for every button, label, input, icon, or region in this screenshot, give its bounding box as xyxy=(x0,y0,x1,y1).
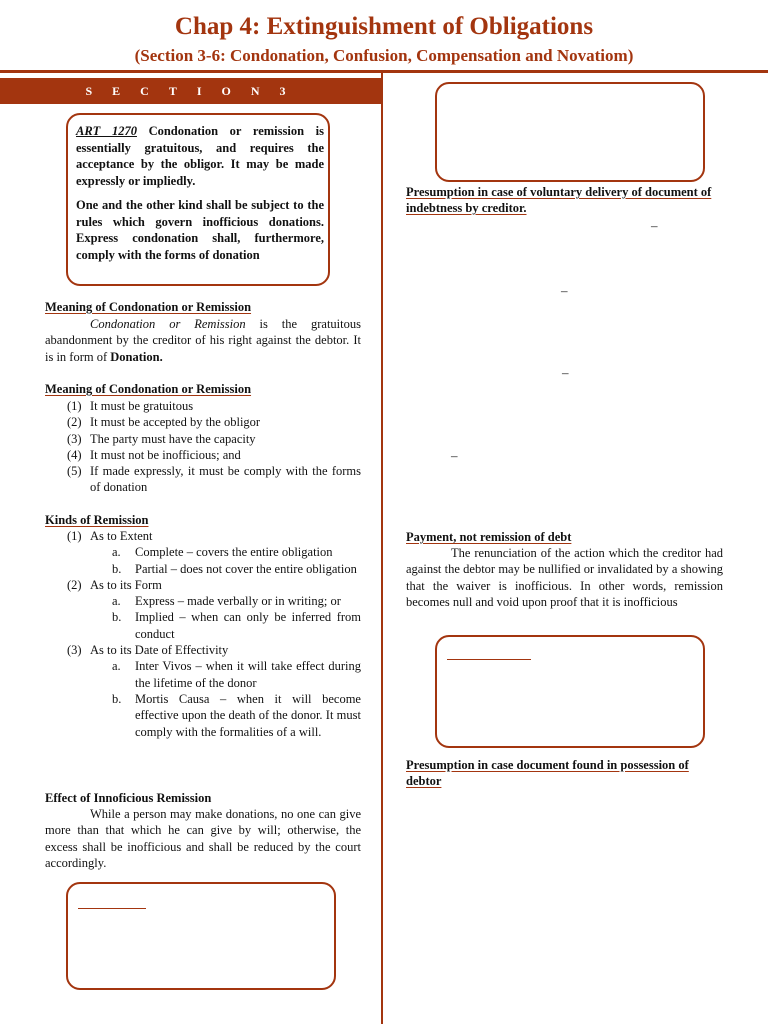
meaning-heading: Meaning of Condonation or Remission xyxy=(45,300,252,314)
item-number: (2) xyxy=(67,415,82,430)
kind-subitem xyxy=(45,691,361,740)
kind-group xyxy=(45,642,361,658)
dash-3: – xyxy=(562,365,569,380)
group-number: (2) xyxy=(67,577,82,592)
subitem-text: Complete – covers the entire obligation xyxy=(135,545,333,560)
subitem-letter: b. xyxy=(112,561,122,576)
dash-1: – xyxy=(651,218,658,233)
kind-subitem xyxy=(45,593,361,609)
group-number: (1) xyxy=(67,529,82,543)
group-label: As to its Date of Effectivity xyxy=(90,643,229,658)
meaning-bold: Donation. xyxy=(110,349,163,364)
requisites-list xyxy=(45,398,361,496)
column-divider xyxy=(381,73,383,1024)
innofficious-text xyxy=(45,806,361,871)
dash-2: – xyxy=(561,283,568,298)
group-label: As to its Form xyxy=(90,577,162,592)
item-number: (3) xyxy=(67,431,82,446)
subitem-text: Inter Vivos – when it will take effect during the lifetime of the donor xyxy=(135,659,361,690)
requisite-item xyxy=(45,431,361,447)
subitem-letter: a. xyxy=(112,659,121,674)
page-subtitle: (Section 3-6: Condonation, Confusion, Compensation and Novatiom) xyxy=(134,46,634,65)
subitem-text: Partial – does not cover the entire obligation xyxy=(135,561,357,576)
item-text: It must not be inofficious; and xyxy=(90,447,241,462)
article-box xyxy=(66,113,330,286)
article-ref: ART 1270 xyxy=(76,124,137,138)
payment-text xyxy=(406,545,723,610)
item-number: (1) xyxy=(67,399,82,413)
empty-box-left xyxy=(66,882,336,990)
requisite-item xyxy=(45,414,361,430)
kind-subitem xyxy=(45,658,361,691)
article-para-1 xyxy=(76,123,324,189)
kind-subitem xyxy=(45,561,361,577)
dash-4: – xyxy=(451,448,458,463)
meaning-text xyxy=(45,316,361,365)
requisite-item xyxy=(45,398,361,414)
item-number: (4) xyxy=(67,447,82,462)
innofficious-heading: Effect of Innoficious Remission xyxy=(45,791,212,805)
subitem-letter: a. xyxy=(112,594,121,609)
subitem-text: Mortis Causa – when it will become effective upon the death of the donor. It must comply with the formalities of a will. xyxy=(135,691,361,739)
kinds-list xyxy=(45,528,361,740)
subitem-letter: b. xyxy=(112,610,122,625)
subitem-letter: b. xyxy=(112,691,122,706)
kind-group xyxy=(45,577,361,593)
page-title: Chap 4: Extinguishment of Obligations xyxy=(174,13,594,40)
payment-heading: Payment, not remission of debt xyxy=(406,530,572,544)
meaning-body: is the gratuitous abandonment by the creditor of his right against the debtor. It is in form of xyxy=(45,317,361,364)
empty-box-mid-right xyxy=(435,635,705,748)
item-number: (5) xyxy=(67,464,82,479)
group-label: As to Extent xyxy=(90,529,153,543)
item-text: The party must have the capacity xyxy=(90,431,256,446)
article-text-1: Condonation or remission is essentially gratuitous, and requires the acceptance by the obligor. It may be made expressly or impliedly. xyxy=(76,124,325,188)
kind-subitem xyxy=(45,544,361,560)
subitem-letter: a. xyxy=(112,545,121,560)
box-rule xyxy=(78,908,146,909)
presumption2-heading: Presumption in case document found in possession of debtor xyxy=(406,758,689,788)
requisite-item xyxy=(45,447,361,463)
meaning-term: Condonation or Remission xyxy=(90,317,246,331)
empty-box-top-right xyxy=(435,82,705,182)
innofficious-body: While a person may make donations, no one can give more than that which he can give by will; otherwise, the excess shall be inofficious and shall be reduced by the court accordingly. xyxy=(45,807,361,870)
kind-subitem xyxy=(45,609,361,642)
item-text: It must be gratuitous xyxy=(90,399,194,413)
article-para-2: One and the other kind shall be subject to the rules which govern inofficious donations. Express condonation shall, furthermore, comply with the forms of donation xyxy=(76,198,324,262)
requisites-heading: Meaning of Condonation or Remission xyxy=(45,382,252,396)
item-text: It must be accepted by the obligor xyxy=(90,415,261,430)
payment-body: The renunciation of the action which the creditor had against the debtor may be nullified or invalidated by a showing that the waiver is inofficious. In other words, remission becomes null and void upon proof that it is inofficious xyxy=(406,546,723,609)
kinds-heading: Kinds of Remission xyxy=(45,513,149,527)
requisite-item xyxy=(45,463,361,496)
item-text: If made expressly, it must be comply with the forms of donation xyxy=(90,464,361,495)
group-number: (3) xyxy=(67,643,82,658)
section-bar: SECTION3 xyxy=(0,78,381,104)
kind-group xyxy=(45,528,361,544)
subitem-text: Express – made verbally or in writing; or xyxy=(135,594,341,609)
top-rule xyxy=(0,70,768,73)
subitem-text: Implied – when can only be inferred from conduct xyxy=(135,610,361,641)
box-rule xyxy=(447,659,531,660)
presumption1-heading: Presumption in case of voluntary delivery of document of indebtness by creditor. xyxy=(406,185,712,215)
